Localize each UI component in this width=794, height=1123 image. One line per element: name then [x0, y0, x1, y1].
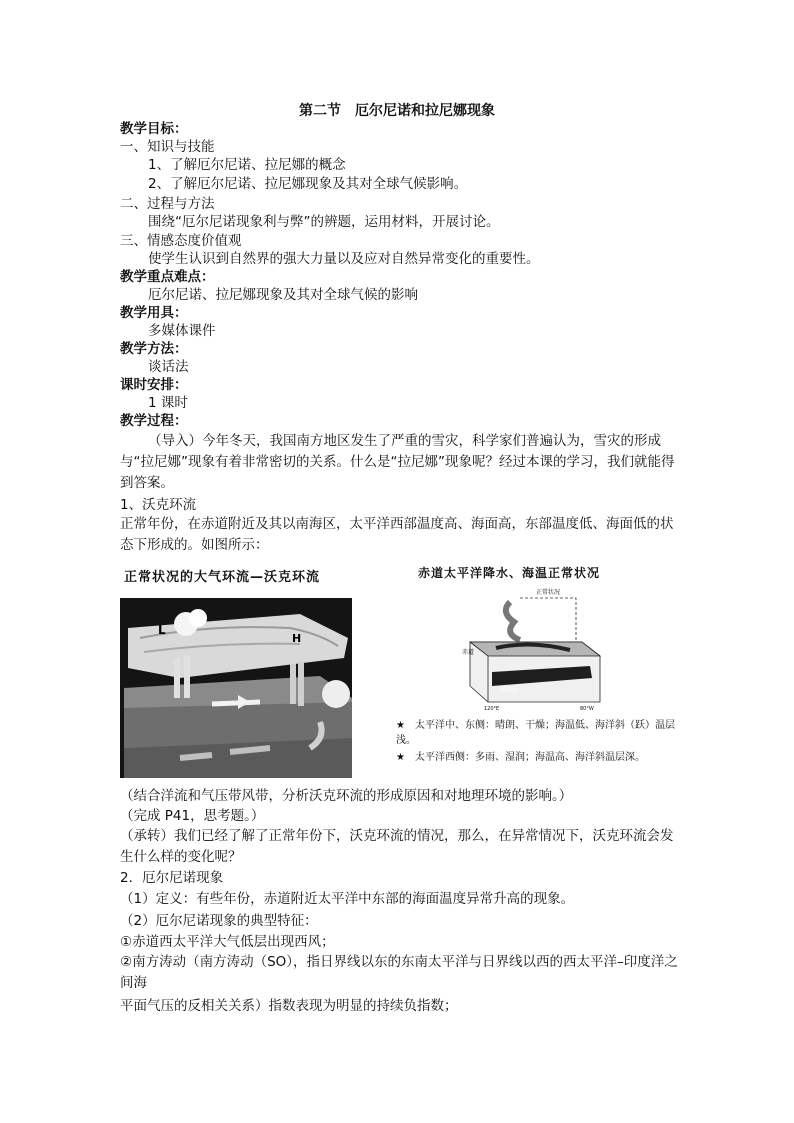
goals-heading: 教学目标：	[120, 121, 188, 137]
key-text: 厄尔尼诺、拉尼娜现象及其对全球气候的影响	[148, 287, 418, 303]
intro-paragraph: （导入）今年冬天，我国南方地区发生了严重的雪灾，科学家们普遍认为，雪灾的形成与“拉尼娜”现象有着非常密切的关系。什么是“拉尼娜”现象呢？经过本课的学习，我们就能得到答案。	[120, 433, 675, 491]
transition-paragraph: （承转）我们已经了解了正常年份下，沃克环流的情况，那么，在异常情况下，沃克环流会发生什么样的变化呢？	[120, 828, 674, 865]
equatorial-pacific-figure	[440, 582, 610, 712]
goal-knowledge-2: 2、了解厄尔尼诺、拉尼娜现象及其对全球气候影响。	[148, 176, 468, 192]
fig2-label-equator: 赤道	[462, 649, 475, 656]
elnino-features: （2）厄尔尼诺现象的典型特征：	[120, 913, 318, 929]
hours-text: 1 课时	[148, 395, 188, 411]
goal-attitude-1: 使学生认识到自然界的强大力量以及应对自然异常变化的重要性。	[148, 251, 540, 267]
feature-1: ①赤道西太平洋大气低层出现西风；	[120, 934, 335, 950]
elnino-definition: （1）定义：有些年份，赤道附近太平洋中东部的海面温度异常升高的现象。	[120, 891, 575, 907]
goal-knowledge: 一、知识与技能	[120, 139, 215, 155]
page-title: 第二节 厄尔尼诺和拉尼娜现象	[299, 103, 495, 119]
goal-attitude: 三、情感态度价值观	[120, 233, 242, 249]
fig1-label-L: L	[158, 623, 166, 637]
tools-heading: 教学用具：	[120, 305, 188, 321]
walker-paragraph: 正常年份，在赤道附近及其以南海区，太平洋西部温度高、海面高，东部温度低、海面低的状态下形成的。如图所示：	[120, 516, 674, 553]
goal-process: 二、过程与方法	[120, 196, 215, 212]
hours-heading: 课时安排：	[120, 377, 188, 393]
elnino-heading: 2．厄尔尼诺现象	[120, 870, 224, 886]
method-text: 谈话法	[148, 359, 189, 375]
tools-text: 多媒体课件	[148, 323, 216, 339]
method-heading: 教学方法：	[120, 341, 188, 357]
goal-process-1: 围绕“厄尔尼诺现象利与弊”的辨题，运用材料，开展讨论。	[148, 214, 500, 230]
complete-paragraph: （完成 P41，思考题。）	[120, 808, 265, 824]
key-heading: 教学重点难点：	[120, 269, 215, 285]
process-heading: 教学过程：	[120, 413, 188, 429]
fig2-label-lon1: 120°E	[484, 706, 500, 712]
figure2-caption: 赤道太平洋降水、海温正常状况	[418, 566, 601, 580]
figure1-caption: 正常状况的大气环流—沃克环流	[124, 570, 321, 585]
fig2-label-lon2: 80°W	[580, 706, 594, 712]
feature-2: ②南方涛动（南方涛动（SO），指日界线以东的东南太平洋与日界线以西的西太平洋–印度洋之间海	[120, 954, 678, 991]
feature-2-continued: 平面气压的反相关关系）指数表现为明显的持续负指数；	[120, 998, 458, 1014]
walker-circulation-figure	[120, 598, 352, 778]
walker-heading: 1、沃克环流	[120, 497, 197, 513]
note-east-pacific: ★ 太平洋中、东侧：晴朗、干燥；海温低、海洋斜（跃）温层浅。	[396, 720, 675, 746]
fig1-label-H: H	[292, 632, 302, 645]
fig2-label-normal: 正常状况	[536, 589, 561, 596]
fig2-label-thermocline: 温跃层	[500, 687, 519, 694]
combine-paragraph: （结合洋流和气压带风带，分析沃克环流的形成原因和对地理环境的影响。）	[120, 788, 573, 804]
note-west-pacific: ★ 太平洋西侧：多雨、湿润；海温高、海洋斜温层深。	[396, 752, 645, 763]
goal-knowledge-1: 1、了解厄尔尼诺、拉尼娜的概念	[148, 157, 346, 173]
